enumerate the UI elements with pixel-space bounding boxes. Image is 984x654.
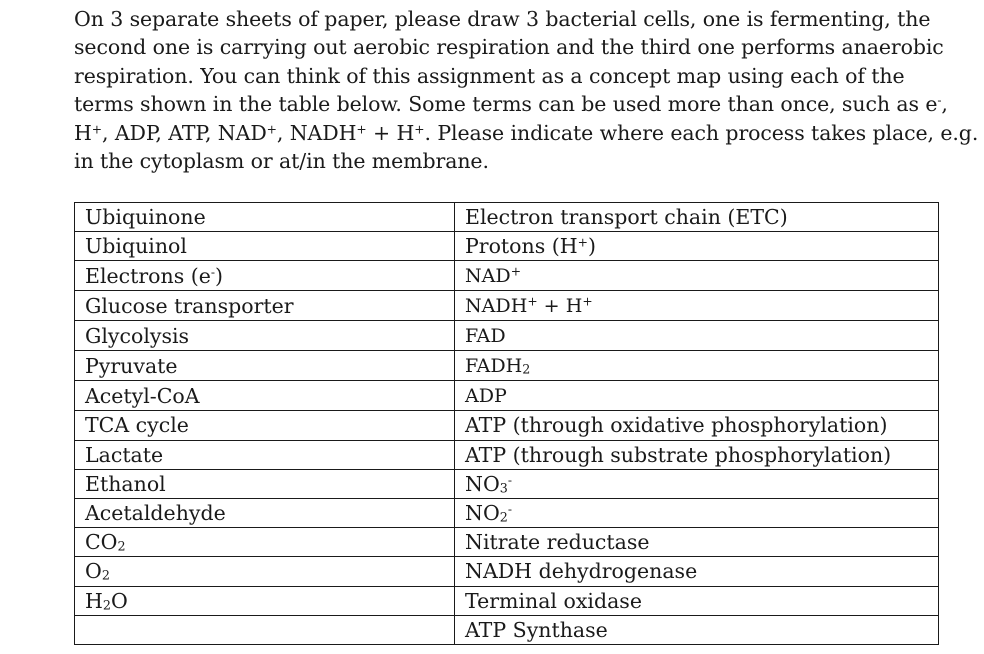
- superscript: +: [577, 235, 588, 250]
- term-cell-left: TCA cycle: [75, 411, 455, 440]
- table-row: [75, 440, 939, 469]
- term-text: FADH: [465, 355, 523, 378]
- instructions-line: respiration. You can think of this assignment as a concept map using each of the: [74, 63, 905, 88]
- term-text: Electrons (e: [85, 263, 211, 288]
- table-row: [75, 498, 939, 527]
- instructions-text: terms shown in the table below. Some terms can be used more than once, such as e: [74, 92, 938, 117]
- term-text: NO: [465, 471, 500, 496]
- table-row: [75, 291, 939, 321]
- table-row: [75, 411, 939, 440]
- superscript: +: [356, 121, 367, 136]
- term-cell-left: Ubiquinone: [75, 203, 455, 232]
- term-text: ADP: [465, 385, 507, 408]
- table-row: [75, 586, 939, 615]
- instructions-text: H: [74, 120, 92, 145]
- term-cell-right: ATP (through oxidative phosphorylation): [455, 411, 939, 440]
- table-row: [75, 261, 939, 291]
- term-cell-right: [455, 469, 939, 498]
- superscript: +: [414, 121, 425, 136]
- term-cell-left: Lactate: [75, 440, 455, 469]
- term-cell-right: [455, 381, 939, 411]
- term-cell-left: [75, 586, 455, 615]
- term-text: O: [85, 559, 102, 584]
- term-cell-left-empty: [75, 615, 455, 644]
- instructions-text: , ADP, ATP, NAD: [102, 120, 267, 145]
- term-text: NO: [465, 501, 500, 526]
- subscript: 2: [102, 596, 111, 612]
- term-text: ): [587, 234, 596, 259]
- term-cell-right: ATP Synthase: [455, 615, 939, 644]
- term-cell-left: Acetyl-CoA: [75, 381, 455, 411]
- term-text: Protons (H: [465, 234, 578, 259]
- subscript: 2: [101, 567, 110, 583]
- table-row: [75, 321, 939, 351]
- terms-table: [74, 202, 939, 645]
- instructions-text: + H: [366, 120, 415, 145]
- term-cell-right: [455, 261, 939, 291]
- term-cell-right: Terminal oxidase: [455, 586, 939, 615]
- term-cell-left: [75, 528, 455, 557]
- table-row: [75, 528, 939, 557]
- term-text: FAD: [465, 325, 506, 348]
- subscript: 3: [499, 480, 508, 496]
- table-row: [75, 351, 939, 381]
- instructions-line: in the cytoplasm or at/in the membrane.: [74, 149, 489, 174]
- table-row: [75, 615, 939, 644]
- term-cell-left: Pyruvate: [75, 351, 455, 381]
- subscript: 2: [117, 538, 126, 554]
- instructions-line: On 3 separate sheets of paper, please draw 3 bacterial cells, one is fermenting, the: [74, 7, 931, 31]
- term-cell-left: Ethanol: [75, 469, 455, 498]
- term-cell-right: [455, 351, 939, 381]
- term-cell-left: Glycolysis: [75, 321, 455, 351]
- table-row: [75, 469, 939, 498]
- table-row: [75, 381, 939, 411]
- instructions-text: . Please indicate where each process takes place, e.g.: [424, 120, 979, 145]
- superscript: -: [507, 473, 512, 488]
- superscript: +: [582, 294, 593, 309]
- term-text: NAD: [465, 265, 511, 288]
- subscript: 2: [499, 509, 508, 525]
- superscript: +: [91, 121, 102, 136]
- table-row: [75, 203, 939, 232]
- superscript: +: [266, 121, 277, 136]
- term-cell-left: Ubiquinol: [75, 232, 455, 261]
- term-cell-left: Acetaldehyde: [75, 498, 455, 527]
- instructions-line: [74, 90, 954, 118]
- table-row: [75, 232, 939, 261]
- instructions-line: second one is carrying out aerobic respiration and the third one performs anaerobic: [74, 35, 944, 60]
- term-text: O: [110, 588, 128, 613]
- term-cell-right: NADH dehydrogenase: [455, 557, 939, 586]
- term-cell-left: [75, 557, 455, 586]
- superscript: +: [510, 264, 522, 279]
- term-text: NADH: [465, 295, 528, 318]
- superscript: -: [937, 93, 942, 108]
- term-cell-right: [455, 232, 939, 261]
- instructions-line: [74, 119, 979, 147]
- term-cell-right: ATP (through substrate phosphorylation): [455, 440, 939, 469]
- superscript: -: [507, 502, 512, 517]
- term-cell-right: [455, 291, 939, 321]
- instructions-text: , NADH: [276, 120, 357, 145]
- superscript: +: [527, 294, 538, 309]
- subscript: 2: [522, 361, 531, 377]
- instructions-text: ,: [941, 92, 948, 117]
- term-cell-left: Glucose transporter: [75, 291, 455, 321]
- term-cell-right: [455, 498, 939, 527]
- term-cell-left: [75, 261, 455, 291]
- term-text: H: [85, 588, 103, 613]
- table-row: [75, 557, 939, 586]
- term-cell-right: Electron transport chain (ETC): [455, 203, 939, 232]
- instructions-paragraph: [74, 5, 979, 175]
- term-text: ): [215, 263, 224, 288]
- term-cell-right: [455, 321, 939, 351]
- term-text: CO: [85, 530, 118, 555]
- term-text: + H: [537, 295, 583, 318]
- superscript: -: [210, 265, 216, 280]
- term-cell-right: Nitrate reductase: [455, 528, 939, 557]
